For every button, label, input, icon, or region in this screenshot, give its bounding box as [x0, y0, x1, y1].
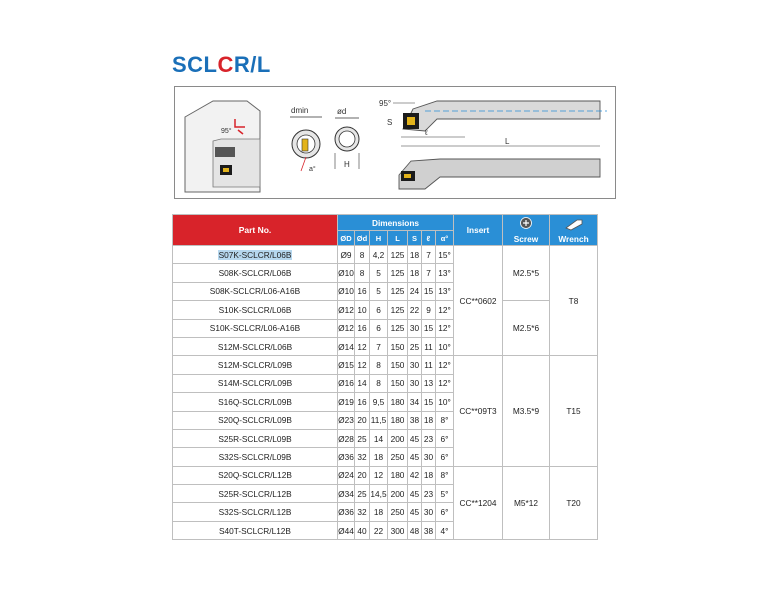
insert-cell: CC**0602	[454, 246, 503, 356]
dim-cell-alpha: 6°	[436, 429, 454, 447]
dim-cell-od-small: 16	[355, 282, 370, 300]
header-dimensions: Dimensions	[338, 215, 454, 231]
angle-left-label: 95°	[221, 128, 232, 135]
part-number-text: S40T-SCLCR/L12B	[219, 525, 291, 536]
dim-cell-s: 38	[408, 411, 422, 429]
dim-cell-l: 250	[388, 503, 408, 521]
dim-cell-od-big: Ø15	[338, 356, 355, 374]
small-holder-shape	[215, 147, 235, 157]
screw-cell: M5*12	[503, 466, 550, 540]
dim-cell-l: 125	[388, 264, 408, 282]
dim-cell-od-small: 20	[355, 466, 370, 484]
dim-cell-l: 125	[388, 301, 408, 319]
s-label: S	[387, 118, 393, 127]
dim-cell-h: 5	[370, 264, 388, 282]
part-number-text: S32S-SCLCR/L09B	[218, 451, 292, 462]
dim-cell-ell: 11	[422, 337, 436, 355]
dim-cell-ell: 18	[422, 466, 436, 484]
dim-cell-l: 180	[388, 466, 408, 484]
part-number-text: S16Q-SCLCR/L09B	[218, 396, 292, 407]
dim-cell-alpha: 13°	[436, 282, 454, 300]
tool-insert-mark	[407, 117, 415, 125]
part-number-cell	[173, 503, 338, 521]
dim-cell-od-small: 25	[355, 485, 370, 503]
sub-header-od-big: ØD	[338, 231, 355, 246]
dim-cell-ell: 18	[422, 411, 436, 429]
section-inner-2	[339, 131, 355, 147]
dim-cell-alpha: 10°	[436, 393, 454, 411]
small-insert-mark	[223, 168, 229, 172]
dim-cell-alpha: 10°	[436, 337, 454, 355]
dim-cell-od-small: 12	[355, 356, 370, 374]
dim-cell-ell: 13	[422, 374, 436, 392]
part-number-cell	[173, 356, 338, 374]
dim-cell-od-small: 12	[355, 337, 370, 355]
dim-cell-ell: 23	[422, 485, 436, 503]
dim-cell-s: 45	[408, 503, 422, 521]
part-number-cell	[173, 246, 338, 264]
dim-cell-s: 30	[408, 374, 422, 392]
tool-side-view	[399, 159, 600, 189]
dim-cell-od-small: 10	[355, 301, 370, 319]
dim-cell-s: 30	[408, 319, 422, 337]
part-number-cell	[173, 374, 338, 392]
dim-cell-h: 11,5	[370, 411, 388, 429]
insert-cell: CC**1204	[454, 466, 503, 540]
dim-cell-h: 12	[370, 466, 388, 484]
wrench-cell: T20	[550, 466, 598, 540]
dim-cell-od-small: 32	[355, 448, 370, 466]
alpha-label: a°	[309, 166, 316, 173]
screw-cell: M3.5*9	[503, 356, 550, 466]
l-label: ℓ	[425, 128, 428, 137]
part-number-cell	[173, 466, 338, 484]
dim-cell-h: 4,2	[370, 246, 388, 264]
part-number-text: S08K-SCLCR/L06B	[218, 268, 292, 279]
part-number-cell	[173, 411, 338, 429]
wrench-cell: T8	[550, 246, 598, 356]
dim-cell-od-big: Ø12	[338, 301, 355, 319]
sub-header-od-small: Ød	[355, 231, 370, 246]
part-number-text: S10K-SCLCR/L06-A16B	[209, 323, 301, 334]
table-row	[173, 356, 598, 374]
dim-cell-h: 18	[370, 503, 388, 521]
dim-cell-s: 18	[408, 246, 422, 264]
part-number-text: S12M-SCLCR/L09B	[217, 360, 293, 371]
dim-cell-alpha: 6°	[436, 503, 454, 521]
dim-cell-alpha: 5°	[436, 485, 454, 503]
dim-cell-h: 6	[370, 301, 388, 319]
dim-cell-od-small: 16	[355, 393, 370, 411]
dim-cell-od-big: Ø34	[338, 485, 355, 503]
tool-drawing	[175, 87, 615, 198]
dim-cell-od-small: 40	[355, 521, 370, 539]
part-number-cell	[173, 337, 338, 355]
dim-cell-od-big: Ø9	[338, 246, 355, 264]
part-number-cell	[173, 429, 338, 447]
sub-header-alpha: α°	[436, 231, 454, 246]
dim-cell-s: 45	[408, 485, 422, 503]
spec-table	[172, 214, 598, 540]
dim-cell-od-big: Ø28	[338, 429, 355, 447]
sub-header-s: S	[408, 231, 422, 246]
dim-cell-ell: 15	[422, 282, 436, 300]
dim-cell-s: 45	[408, 448, 422, 466]
dim-cell-h: 5	[370, 282, 388, 300]
dim-cell-h: 14,5	[370, 485, 388, 503]
part-number-text: S10K-SCLCR/L06B	[218, 304, 292, 315]
dim-cell-l: 200	[388, 485, 408, 503]
part-number-text: S07K-SCLCR/L06B	[218, 249, 292, 260]
dim-cell-l: 300	[388, 521, 408, 539]
angle-right-label: 95°	[379, 99, 392, 108]
header-wrench: Wrench	[550, 215, 598, 246]
dim-cell-s: 48	[408, 521, 422, 539]
dim-cell-alpha: 12°	[436, 319, 454, 337]
page-title: SCLCR/L	[172, 52, 271, 77]
alpha-line	[301, 157, 306, 171]
insert-cell: CC**09T3	[454, 356, 503, 466]
dmin-label: dmin	[291, 106, 309, 115]
dim-cell-ell: 23	[422, 429, 436, 447]
part-number-text: S25R-SCLCR/L12B	[218, 488, 292, 499]
part-number-cell	[173, 264, 338, 282]
dim-cell-alpha: 12°	[436, 374, 454, 392]
dim-cell-l: 125	[388, 282, 408, 300]
dim-cell-alpha: 6°	[436, 448, 454, 466]
tool-diagram	[174, 86, 616, 199]
part-number-text: S25R-SCLCR/L09B	[218, 433, 292, 444]
sub-header-ell: ℓ	[422, 231, 436, 246]
header-part-no: Part No.	[173, 215, 338, 246]
dim-cell-h: 18	[370, 448, 388, 466]
dim-cell-od-big: Ø10	[338, 264, 355, 282]
dim-cell-l: 200	[388, 429, 408, 447]
tool-shank	[403, 101, 600, 131]
part-number-cell	[173, 282, 338, 300]
part-number-cell	[173, 319, 338, 337]
spec-table-body	[173, 246, 598, 540]
table-row	[173, 246, 598, 264]
screw-cell: M2.5*6	[503, 301, 550, 356]
part-number-text: S14M-SCLCR/L09B	[217, 378, 293, 389]
dim-cell-ell: 15	[422, 393, 436, 411]
dim-cell-alpha: 15°	[436, 246, 454, 264]
part-number-text: S12M-SCLCR/L06B	[217, 341, 293, 352]
dim-cell-ell: 9	[422, 301, 436, 319]
screw-cell: M2.5*5	[503, 246, 550, 301]
dim-cell-h: 7	[370, 337, 388, 355]
dim-cell-s: 30	[408, 356, 422, 374]
part-number-text: S20Q-SCLCR/L12B	[218, 470, 292, 481]
dim-cell-l: 150	[388, 374, 408, 392]
dim-cell-s: 34	[408, 393, 422, 411]
dim-cell-h: 9,5	[370, 393, 388, 411]
dim-cell-od-small: 32	[355, 503, 370, 521]
dim-cell-s: 25	[408, 337, 422, 355]
dim-cell-l: 180	[388, 411, 408, 429]
dim-cell-h: 14	[370, 429, 388, 447]
part-number-text: S08K-SCLCR/L06-A16B	[209, 286, 301, 297]
dim-cell-s: 18	[408, 264, 422, 282]
dim-cell-od-small: 16	[355, 319, 370, 337]
dim-cell-od-small: 8	[355, 246, 370, 264]
dim-cell-od-big: Ø16	[338, 374, 355, 392]
dim-cell-alpha: 8°	[436, 466, 454, 484]
dim-cell-ell: 38	[422, 521, 436, 539]
dim-cell-od-small: 20	[355, 411, 370, 429]
part-number-cell	[173, 393, 338, 411]
section-insert	[302, 139, 308, 151]
dim-cell-ell: 11	[422, 356, 436, 374]
part-number-cell	[173, 521, 338, 539]
dim-cell-od-big: Ø44	[338, 521, 355, 539]
part-number-text: S20Q-SCLCR/L09B	[218, 415, 292, 426]
wrench-cell: T15	[550, 356, 598, 466]
dim-cell-l: 125	[388, 319, 408, 337]
dim-cell-ell: 30	[422, 448, 436, 466]
dim-cell-od-big: Ø19	[338, 393, 355, 411]
dim-cell-od-small: 25	[355, 429, 370, 447]
sub-header-l: L	[388, 231, 408, 246]
od-label: ød	[337, 107, 347, 116]
dim-cell-ell: 7	[422, 264, 436, 282]
dim-cell-l: 150	[388, 337, 408, 355]
dim-cell-alpha: 8°	[436, 411, 454, 429]
screw-icon	[518, 217, 534, 231]
dim-cell-s: 42	[408, 466, 422, 484]
dim-cell-od-big: Ø10	[338, 282, 355, 300]
dim-cell-od-small: 8	[355, 264, 370, 282]
dim-cell-s: 45	[408, 429, 422, 447]
header-insert: Insert	[454, 215, 503, 246]
dim-cell-od-big: Ø36	[338, 503, 355, 521]
dim-cell-od-big: Ø36	[338, 448, 355, 466]
table-row	[173, 466, 598, 484]
dim-cell-l: 150	[388, 356, 408, 374]
dim-cell-alpha: 12°	[436, 301, 454, 319]
side-insert-mark	[404, 174, 411, 178]
part-number-text: S32S-SCLCR/L12B	[218, 507, 292, 518]
dim-cell-alpha: 12°	[436, 356, 454, 374]
dim-cell-alpha: 13°	[436, 264, 454, 282]
dim-cell-s: 24	[408, 282, 422, 300]
dim-cell-l: 180	[388, 393, 408, 411]
wrench-icon	[563, 217, 585, 231]
part-number-cell	[173, 301, 338, 319]
dim-cell-ell: 7	[422, 246, 436, 264]
dim-cell-h: 8	[370, 374, 388, 392]
dim-cell-l: 125	[388, 246, 408, 264]
dim-cell-h: 6	[370, 319, 388, 337]
dim-cell-od-big: Ø12	[338, 319, 355, 337]
dim-cell-od-big: Ø23	[338, 411, 355, 429]
dim-cell-od-big: Ø24	[338, 466, 355, 484]
dim-cell-h: 8	[370, 356, 388, 374]
dim-cell-ell: 30	[422, 503, 436, 521]
dim-cell-od-small: 14	[355, 374, 370, 392]
dim-cell-s: 22	[408, 301, 422, 319]
dim-cell-h: 22	[370, 521, 388, 539]
table-row	[173, 301, 598, 319]
part-number-cell	[173, 448, 338, 466]
h-label: H	[344, 160, 350, 169]
big-l-label: L	[505, 137, 510, 146]
dim-cell-l: 250	[388, 448, 408, 466]
dim-cell-od-big: Ø14	[338, 337, 355, 355]
bore-shape	[213, 139, 260, 187]
dim-cell-ell: 15	[422, 319, 436, 337]
part-number-cell	[173, 485, 338, 503]
dim-cell-alpha: 4°	[436, 521, 454, 539]
header-screw: Screw	[503, 215, 550, 246]
sub-header-h: H	[370, 231, 388, 246]
